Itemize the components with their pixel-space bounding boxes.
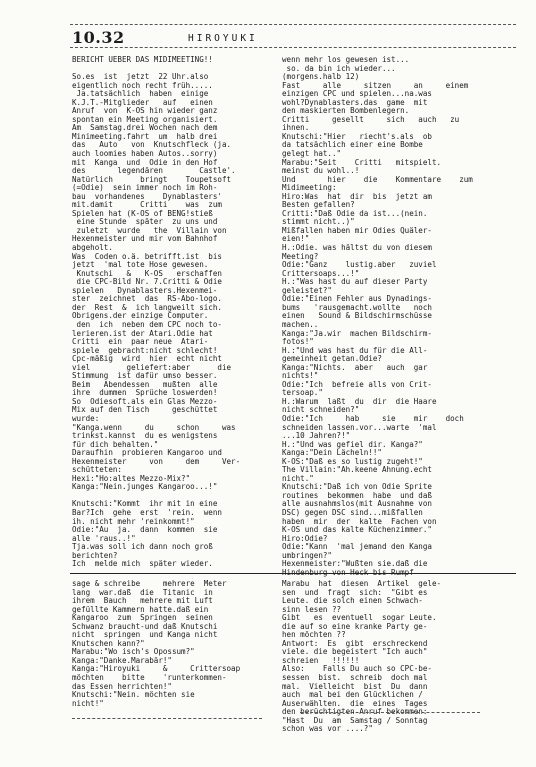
- text-line: der Rest & ich langweilt sich.: [72, 302, 222, 312]
- text-line: lang war.daß die Titanic in: [72, 587, 213, 597]
- bottom-left-column: [72, 580, 268, 714]
- text-line: "Hast Du am Samstag / Sonntag: [282, 715, 428, 725]
- text-line: Mix auf den Tisch geschüttet: [72, 405, 218, 415]
- text-line: Hiro:Was hat dir bis jetzt am: [282, 191, 432, 201]
- text-line: Cpc-mäßig wird hier echt nicht: [72, 354, 222, 364]
- text-line: "Kanga.wenn du schon was: [72, 422, 236, 432]
- text-line: Critti gesellt sich auch zu: [282, 114, 460, 124]
- text-line: fotos!": [282, 337, 314, 347]
- text-line: gefüllte Kammern hatte.daß ein: [72, 604, 209, 614]
- text-line: alle 'raus..!": [72, 533, 136, 543]
- text-line: jetzt 'mal tote Hose gewesen.: [72, 260, 209, 270]
- text-line: H.:Odie. was hältst du von diesem: [282, 243, 432, 253]
- text-line: Obrigens.der einzige Computer.: [72, 311, 209, 321]
- text-line: Crittersoaps...!": [282, 268, 360, 278]
- text-line: K.J.T.-Mitglieder auf einen: [72, 97, 213, 107]
- text-line: Also: Falls Du auch so CPC-be-: [282, 664, 432, 674]
- text-line: die CPC-Bild Nr. 7.Critti & Odie: [72, 277, 222, 287]
- text-line: Beim Abendessen mußten alle: [72, 379, 218, 389]
- text-line: Hexenmeister und mir vom Bahnhof: [72, 234, 218, 244]
- text-line: Odie:"Au ja. dann kommen sie: [72, 525, 218, 535]
- text-line: The Villain:"Ah.keene Ahnung.echt: [282, 465, 432, 475]
- text-line: schreien !!!!!!: [282, 655, 360, 665]
- text-line: berichten?: [72, 550, 118, 560]
- text-line: Odie:"Ich hab sie mir doch: [282, 413, 464, 423]
- text-line: (morgens.halb 12): [282, 72, 360, 82]
- text-line: alle ausnahmslos(mit Ausnahme von: [282, 499, 432, 509]
- text-line: hen möchten ??: [282, 630, 346, 640]
- text-line: Fast alle sitzen an einem: [282, 80, 469, 90]
- text-line: K-OS und das kalte Küchenzimmer.": [282, 525, 432, 535]
- text-line: für dich behalten.": [72, 439, 159, 449]
- text-line: bums 'rausgemacht.wollte noch: [282, 302, 432, 312]
- text-line: Knutschen kann?": [72, 638, 145, 648]
- text-line: spiele gebracht:nicht schlecht!: [72, 345, 218, 355]
- text-line: gelegt hat..": [282, 149, 342, 159]
- text-line: nicht schneiden?": [282, 405, 360, 415]
- text-line: Critti ein paar neue Atari-: [72, 337, 209, 347]
- text-line: nicht!": [72, 698, 104, 708]
- text-line: schütteten:: [72, 465, 122, 475]
- magazine-title: HIROYUKI: [188, 33, 258, 44]
- text-line: DSC) gegen DSC sind...mißfallen: [282, 507, 423, 517]
- text-line: Leute. die solch einen Schwach-: [282, 596, 423, 606]
- text-line: H.:"Und was hast du für die All-: [282, 345, 428, 355]
- text-line: Und hier die Kommentare zum: [282, 174, 473, 184]
- text-line: Knutschi:"Kommt ihr mit in eine: [72, 499, 218, 509]
- text-line: Auserwählten. die eines Tages: [282, 698, 428, 708]
- text-line: möchten bitte 'runterkommen-: [72, 673, 227, 683]
- text-line: Mißfallen haben mir Odies Quäler-: [282, 225, 432, 235]
- text-line: H.:"Und was gefiel dir. Kanga?": [282, 439, 423, 449]
- text-line: eine Stunde später zu uns und: [72, 217, 218, 227]
- text-line: Gibt es eventuell sogar Leute.: [282, 613, 437, 623]
- text-line: nicht springen und Kanga nicht: [72, 630, 218, 640]
- text-line: so. da bin ich wieder...: [282, 63, 396, 73]
- text-line: eien!": [282, 234, 310, 244]
- text-line: stimmt nicht..)": [282, 217, 355, 227]
- text-line: Antwort: Es gibt erschreckend: [282, 638, 428, 648]
- text-line: spielen Dynablasters.Hexenmei-: [72, 285, 218, 295]
- text-line: Bar?Ich gehe erst 'rein. wenn: [72, 507, 222, 517]
- text-line: mit.damit Critti was zum: [72, 200, 222, 210]
- text-line: den ich neben dem CPC noch to-: [72, 319, 222, 329]
- top-left-column: [72, 56, 268, 572]
- text-line: Odie:"Einen Fehler aus Dynadings-: [282, 294, 432, 304]
- text-line: Daraufhin probieren Kangaroo und: [72, 448, 222, 458]
- text-line: So Odiesoft.als ein Glas Mezzo-: [72, 396, 218, 406]
- text-line: Kanga:"Nein.junges Kangaroo...!": [72, 482, 218, 492]
- text-line: Anruf von K-OS hin wieder ganz: [72, 106, 218, 116]
- text-line: Odie:"Ganz lustig.aber zuviel: [282, 260, 437, 270]
- text-line: Kanga:"Danke.Marabär!": [72, 655, 172, 665]
- text-line: wohl?Dynablasters.das game mit: [282, 97, 428, 107]
- text-line: haben mir der kalte Fachen von: [282, 516, 437, 526]
- text-line: lerieren.ist der Atari.Odie hat: [72, 328, 213, 338]
- text-line: Critti:"Daß Odie da ist...(nein.: [282, 208, 428, 218]
- text-line: Kanga:"Hiroyuki & Crittersoap: [72, 664, 241, 674]
- text-line: umbringen?": [282, 550, 332, 560]
- text-line: Midimeeting:: [282, 183, 337, 193]
- text-line: das Essen herrichten!": [72, 681, 172, 691]
- text-line: nicht.": [282, 473, 314, 483]
- text-line: bau vorhandenes Dynablasters': [72, 191, 222, 201]
- text-line: Am Samstag.drei Wochen nach dem: [72, 123, 218, 133]
- text-line: ih. nicht mehr 'reinkommt!": [72, 516, 195, 526]
- text-line: sage & schreibe mehrere Meter: [72, 579, 227, 588]
- text-line: machen..: [282, 319, 319, 329]
- text-line: da tatsächlich einer eine Bombe: [282, 140, 423, 150]
- section-divider: [70, 573, 516, 574]
- text-line: gemeinheit getan.Odie?: [282, 354, 382, 364]
- text-line: des legendären Castle'.: [72, 166, 236, 176]
- text-line: Knutschi:"Nein. möchten sie: [72, 690, 195, 700]
- text-line: ...10 Jahren?!": [282, 431, 351, 441]
- text-line: wurde:: [72, 413, 100, 423]
- text-line: K-OS:"Daß es so lustig zugeht!": [282, 456, 423, 466]
- text-line: Kanga:"Nichts. aber auch gar: [282, 362, 428, 372]
- text-line: trinkst.kannst du es wenigstens: [72, 431, 218, 441]
- text-line: H.:Warum laßt du dir die Haare: [282, 396, 437, 406]
- text-line: Knutschi & K-OS erschaffen: [72, 268, 222, 278]
- text-line: So.es ist jetzt 22 Uhr.also: [72, 72, 209, 82]
- text-line: ihnen.: [282, 123, 310, 133]
- text-line: Knutschi:"Daß ich von Odie Sprite: [282, 482, 432, 492]
- text-line: (=Odie) sein immer noch im Roh-: [72, 183, 218, 193]
- text-line: viele. die begeistert "Ich auch": [282, 647, 428, 657]
- text-line: einen Sound & Bildschirmschüsse: [282, 311, 432, 321]
- text-line: Ja.tatsächlich haben einige: [72, 89, 209, 99]
- text-line: ster zeichnet das RS-Abo-logo.: [72, 294, 222, 304]
- text-line: sen und fragt sich: "Gibt es: [282, 587, 428, 597]
- text-line: abgeholt.: [72, 243, 113, 253]
- text-line: routines bekommen habe und daß: [282, 490, 432, 500]
- text-line: das Auto von Knutschfleck (ja.: [72, 140, 232, 150]
- text-line: den berüchtigten Anruf bekommen:: [282, 707, 428, 717]
- text-line: zuletzt wurde the Villain von: [72, 225, 227, 235]
- bottom-right-column: [282, 580, 482, 738]
- text-line: nichts!": [282, 371, 319, 381]
- text-line: mal. Vielleicht bist Du dann: [282, 681, 428, 691]
- text-line: ihrem Bauch mehrere mit Luft: [72, 596, 213, 606]
- text-line: geleistet?": [282, 285, 332, 295]
- text-line: Kanga:"Ja.wir machen Bildschirm-: [282, 328, 432, 338]
- text-line: Marabu hat diesen Artikel gele-: [282, 579, 442, 588]
- text-line: Stimmung ist dafür umso besser.: [72, 371, 218, 381]
- text-line: Hiro:Odie?: [282, 533, 328, 543]
- text-line: meinst du wohl..!: [282, 166, 360, 176]
- text-line: Marabu:"Seit Critti mitspielt.: [282, 157, 442, 167]
- text-line: Natürlich bringt Toupetsoft: [72, 174, 232, 184]
- text-line: eigentlich noch recht früh.....: [72, 80, 213, 90]
- text-line: Hindenburg von Heck bis Rumpf: [282, 567, 414, 577]
- footer-rule-left: [72, 718, 262, 719]
- text-line: Odie:"Ich befreie alls von Crit-: [282, 379, 432, 389]
- text-line: die auf so eine kranke Party ge-: [282, 621, 428, 631]
- text-line: Was Coden o.ä. betrifft.ist bis: [72, 251, 222, 261]
- text-line: sinn lesen ??: [282, 604, 342, 614]
- footer-rule-right: [300, 712, 480, 713]
- text-line: Schwanz braucht-und daß Knutschi: [72, 621, 218, 631]
- text-line: Spielen hat (K-OS of BENG!stieß: [72, 208, 213, 218]
- text-line: sessen bist. schreib doch mal: [282, 673, 428, 683]
- text-line: BERICHT UEBER DAS MIDIMEETING!!: [72, 55, 213, 64]
- text-line: Hexenmeister von dem Ver-: [72, 456, 241, 466]
- text-line: Minimeeting.fahrt um halb drei: [72, 131, 218, 141]
- text-line: den maskierten Bombenlegern.: [282, 106, 410, 116]
- text-line: Kangaroo zum Springen seinen: [72, 613, 213, 623]
- text-line: viel geliefert:aber die: [72, 362, 232, 372]
- text-line: tersoap.": [282, 388, 323, 398]
- text-line: H.:"Was hast du auf dieser Party: [282, 277, 428, 287]
- text-line: Hexenmeister:"Wußten sie.daß die: [282, 559, 428, 569]
- text-line: einzigen CPC und spielen...na.was: [282, 89, 432, 99]
- text-line: Tja.was soll ich dann noch groß: [72, 542, 213, 552]
- top-right-column: [282, 55, 482, 577]
- text-line: mit Kanga und Odie in den Hof: [72, 157, 218, 167]
- text-line: Kanga:"Dein Lächeln!!": [282, 448, 382, 458]
- text-line: auch mal bei den Glücklichen /: [282, 690, 423, 700]
- header-bottom-rule: [70, 47, 516, 48]
- text-line: auch loomies haben Autos..sorry): [72, 149, 218, 159]
- text-line: Knutschi:"Hier riecht's.als ob: [282, 131, 432, 141]
- text-line: Meeting?: [282, 251, 319, 261]
- text-line: schneiden lassen.vor...warte 'mal: [282, 422, 437, 432]
- issue-number: 10.32: [72, 28, 125, 47]
- text-line: schon was vor ....?": [282, 724, 373, 734]
- text-line: Marabu:"Wo isch's Opossum?": [72, 647, 195, 657]
- text-line: Besten gefallen?: [282, 200, 355, 210]
- text-line: Ich melde mich später wieder.: [72, 559, 213, 569]
- text-line: spontan ein Meeting organisiert.: [72, 114, 218, 124]
- text-line: wenn mehr los gewesen ist...: [282, 55, 410, 64]
- header-top-rule: [70, 24, 516, 25]
- text-line: ihre dummen Sprüche loswerden!: [72, 388, 218, 398]
- text-line: Odie:"Kann 'mal jemand den Kanga: [282, 542, 432, 552]
- text-line: Hexi:"Ho:altes Mezzo-Mix?": [72, 473, 191, 483]
